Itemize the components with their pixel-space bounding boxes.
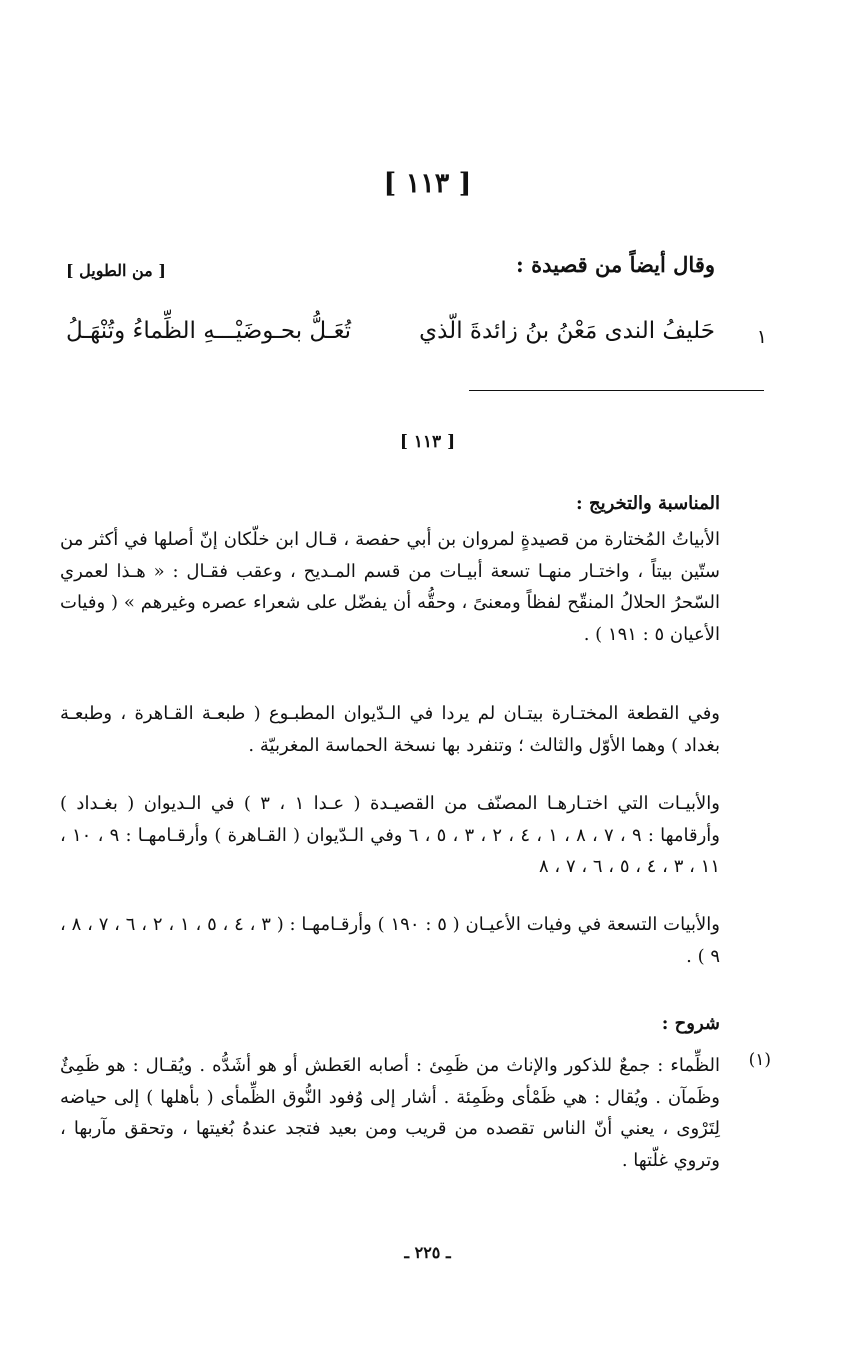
poem-number-heading: [ ١١٣ ] — [383, 168, 472, 199]
paragraph-wafayat-numbering: والأبيات التسعة في وفيات الأعيـان ( ٥ : ١٩٠ ) وأرقـامهـا : ( ٣ ، ٤ ، ٥ ، ١ ، ٢ ، ٦ ، ٧ ، ٨ ، ٩ ) . — [60, 914, 720, 967]
footnote-separator — [469, 390, 764, 391]
verse-second-hemistich: تُعَـلُّ بحـوضَيْـــهِ الظِّماءُ وتُنْهَـلُ — [66, 318, 352, 344]
verse-first-hemistich: حَليفُ الندى مَعْنُ بنُ زائدةَ الّذي — [419, 318, 715, 344]
verse-number: ١ — [756, 326, 767, 348]
poem-intro: وقال أيضاً من قصيدة : — [516, 252, 715, 277]
notes-number-heading: [ ١١٣ ] — [399, 432, 456, 452]
meter-label: [ من الطويل ] — [66, 261, 166, 280]
paragraph-diwan-numbering: والأبيـات التي اختـارهـا المصنّف من القصيـدة ( عـدا ١ ، ٣ ) في الـديوان ( بغـداد ) وأرقامها : ٩ ، ٧ ، ٨ ، ١ ، ٤ ، ٢ ، ٣ ، ٥ ، ٦ وفي الـدّيوان ( القـاهرة ) وأرقـامهـا : ٩ ، ١٠ ، ١١ ، ٣ ، ٤ ، ٥ ، ٦ ، ٧ ، ٨ — [60, 793, 720, 877]
paragraph-selection-source: الأبياتُ المُختارة من قصيدةٍ لمروان بن أبي حفصة ، قـال ابن خلّكان إنّ أصلها في أكثر من ستّين بيتاً ، واختـار منهـا تسعة أبيـات من قسم المـديح ، وعقب فقـال : « هـذا لعمري السّحرُ الحلالُ المنقّح لفظاً ومعنىً ، وحقُّه أن يفضّل على شعراء عصره وغيرهم » ( وفيات الأعيان ٥ : ١٩١ ) . — [60, 529, 720, 645]
commentary-note-text: الظِّماء : جمعٌ للذكور والإناث من ظَمِئ : أصابه العَطش أو هو أشَدُّه . ويُقـال : هو ظَمِئٌ وظَمآن . ويُقال : هي ظَمْأى وظَمِئة . أشار إلى وُفود النُّوق الظِّمأى ( بأهلها ) إلى حياضه لِتَرْوى ، يعني أنّ الناس تقصده من قريب ومن بعيد فتجد عندهُ بُغيتها ، وتحقق مآربها ، وتروي غلّتها . — [60, 1055, 720, 1171]
paragraph-missing-verses: وفي القطعة المختـارة بيتـان لم يردا في الـدّيوان المطبـوع ( طبعـة القـاهرة ، وطبعـة بغداد ) وهما الأوّل والثالث ؛ وتنفرد بها نسخة الحماسة المغربيّة . — [60, 703, 720, 756]
page-number: ـ ٢٢٥ ـ — [404, 1243, 451, 1262]
section-title-occasion-sources: المناسبة والتخريج : — [576, 493, 720, 514]
commentary-note-number: (١) — [748, 1050, 771, 1070]
section-title-commentary: شروح : — [661, 1013, 720, 1034]
